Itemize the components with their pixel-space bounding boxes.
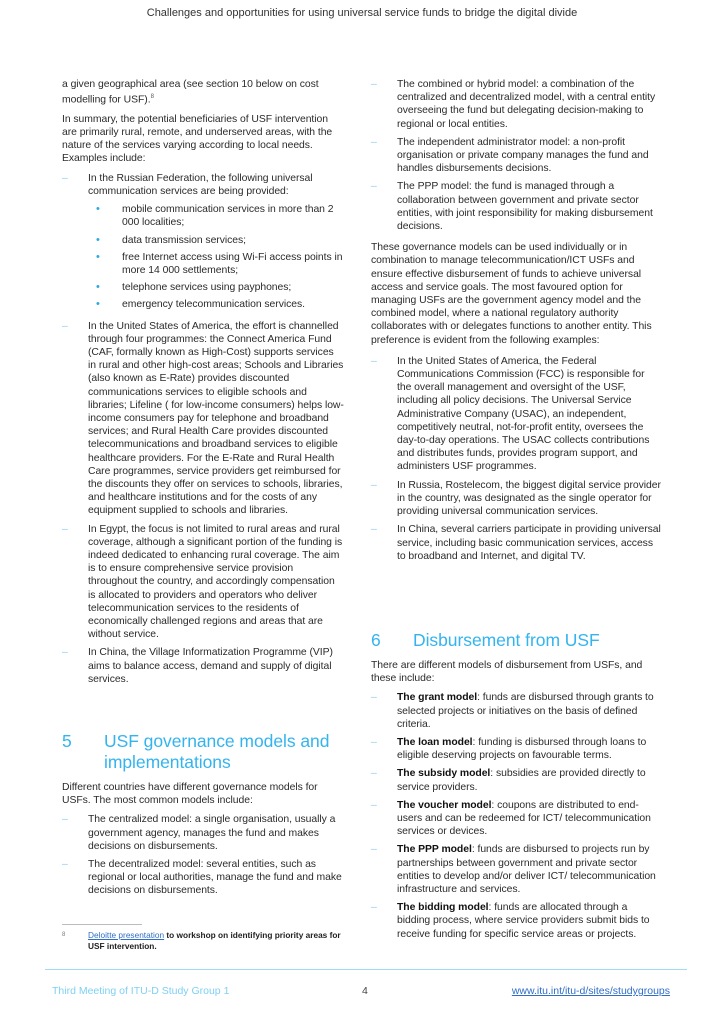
list-item [371,136,661,176]
section-5 [62,731,344,903]
list-item [371,78,661,131]
dash-bullet-icon: – [371,844,377,856]
list-item-text: In China, several carriers participate in providing universal service, including basic communication services, access to broadband and Internet, and digital TV. [397,524,661,562]
footer-meeting-title: Third Meeting of ITU-D Study Group 1 [52,985,230,997]
model-name: The PPP model [397,844,472,856]
model-description: : funds are allocated through a bidding process, where service providers submit bids to receive funding for specific service areas or projects. [397,902,650,940]
sub-item-text: emergency telecommunication services. [122,299,305,311]
dash-bullet-icon: – [371,355,377,367]
model-name: The loan model [397,737,473,749]
model-description: : subsidies are provided directly to service providers. [397,768,646,793]
section-heading [62,731,344,773]
list-item [62,646,344,686]
list-item [371,180,661,233]
page-number: 4 [362,985,368,997]
section-title: USF governance models and implementations [104,731,330,772]
dash-bullet-icon: – [62,859,68,871]
footer-divider [45,969,687,970]
footnote [62,930,342,952]
dash-bullet-icon: – [371,768,377,780]
list-item [371,736,661,762]
bullet-icon: • [96,298,100,311]
list-item-text: The centralized model: a single organisation, usually a government agency, manages the fund and makes decisions on disbursements. [88,814,336,852]
right-column [371,78,661,568]
footnote-ref[interactable]: 8 [150,94,154,101]
bullet-icon: • [96,233,100,246]
section-number: 6 [371,630,381,650]
dash-bullet-icon: – [371,479,377,491]
list-item-text: In Egypt, the focus is not limited to rural areas and rural coverage, although a significant portion of the funding is indeed dedicated to enhancing rural coverage. The aim is to ensure comprehensive service provision throughout the country, and accordingly compensation is allocated to providers and operators who deliver telecommunication services to the residents of economically challenged regions and areas that are without service. [88,523,343,641]
sub-item-text: free Internet access using Wi-Fi access points in more 14 000 settlements; [122,251,343,276]
list-item [371,901,661,941]
footnote-number: 8 [62,932,66,938]
list-item [62,813,344,853]
section-number: 5 [62,731,72,751]
list-item [62,320,344,518]
dash-bullet-icon: – [371,79,377,90]
dash-bullet-icon: – [62,523,68,535]
list-item [62,523,344,642]
paragraph: Different countries have different governance models for USFs. The most common models include: [62,782,318,807]
list-item [371,523,661,563]
list-item-text: The decentralized model: several entities, such as regional or local authorities, manage the fund and make decisions on disbursements. [88,859,342,897]
sub-list-item [88,234,344,247]
list-item-text: In China, the Village Informatization Programme (VIP) aims to balance access, demand and supply of digital services. [88,647,333,685]
list-item-text: In the Russian Federation, the following universal communication services are being provided: [88,172,313,197]
model-name: The bidding model [397,902,489,914]
section-6 [371,630,661,946]
list-item-text: The PPP model: the fund is managed through a collaboration between government and private sector entities, with joint responsibility for making disbursement decisions. [397,181,653,233]
list-item [371,355,661,474]
section-heading [371,630,661,651]
list-item-text: The independent administrator model: a non-profit organisation or private company manages the fund and handles disbursements decisions. [397,136,649,175]
dash-bullet-icon: – [371,737,377,749]
dash-bullet-icon: – [62,172,68,184]
paragraph: There are different models of disbursement from USFs, and these include: [371,660,643,685]
dash-bullet-icon: – [371,902,377,914]
dash-bullet-icon: – [62,320,68,332]
paragraph: In summary, the potential beneficiaries of USF intervention are primarily rural, remote, and underserved areas, with the nature of the services varying according to local needs. Examples include: [62,113,333,165]
footnote-divider [62,924,142,925]
sub-item-text: telephone services using payphones; [122,282,292,294]
footnote-text: to workshop on identifying priority areas for USF intervention. [88,930,341,951]
list-item [371,799,661,839]
model-name: The voucher model [397,799,492,811]
footnote-link[interactable]: Deloitte presentation [88,930,165,940]
paragraph-text: a given geographical area (see section 10 below on cost modelling for USF). [62,79,319,106]
dash-bullet-icon: – [371,181,377,193]
bullet-icon: • [96,281,100,294]
list-item [371,767,661,793]
model-name: The subsidy model [397,768,491,780]
dash-bullet-icon: – [62,814,68,826]
model-description: : coupons are distributed to end-users and can be redeemed for ICT/ telecommunication services or devices. [397,799,651,838]
footer-url-link[interactable]: www.itu.int/itu-d/sites/studygroups [511,985,670,997]
list-item-text: In Russia, Rostelecom, the biggest digital service provider in the country, was designated as the single operator for providing universal communication services. [397,479,661,518]
list-item [371,479,661,519]
dash-bullet-icon: – [371,136,377,148]
dash-bullet-icon: – [371,524,377,536]
list-item-text: In the United States of America, the Federal Communications Commission (FCC) is responsible for the overall management and oversight of the USF, including all policy decisions. The Universal Service Administrative Company (USAC), an independent, competitively neutral, not-for-profit entity, oversees the day-to-day operations. The USAC collects contributions and distributes funds, provides program support, and administers USF programmes. [397,355,650,473]
sub-list-item [88,281,344,294]
sub-item-text: mobile communication services in more than 2 000 localities; [122,204,334,229]
model-name: The grant model [397,692,478,704]
sub-item-text: data transmission services; [122,234,246,246]
bullet-icon: • [96,250,100,263]
list-item [371,691,661,731]
paragraph [62,78,344,107]
list-item-text: In the United States of America, the effort is channelled through four programmes: the Connect America Fund (CAF, formally known as High-Cost) supports services in rural and other high-cost areas; Schools and Libraries (also known as E-Rate) provides discounted communications services to eligible schools and libraries; Lifeline ( for low-income consumers) helps low-income consumers pay for telephone and broadband services; and Rural Health Care provides discounted telecommunications and broadband services to eligible healthcare providers. For the E-Rate and Rural Health Care programmes, service providers get reimbursed for the discounts they offer on services to schools, libraries, and healthcare institutions and for the costs of any equipment supplied to schools and libraries. [88,320,344,517]
bullet-icon: • [96,203,100,216]
model-description: : funds are disbursed through grants to selected projects or initiatives on the basis of defined criteria. [397,692,654,730]
dash-bullet-icon: – [371,692,377,704]
dash-bullet-icon: – [371,799,377,811]
section-title: Disbursement from USF [413,630,600,650]
sub-list-item [88,251,344,277]
model-description: : funds are disbursed to projects run by partnerships between government and private sector entities to develop and/or deliver ICT/ telecommunication infrastructure and services. [397,844,656,896]
paragraph: These governance models can be used individually or in combination to manage telecommunication/ICT USFs and ensure effective disbursement of funds to achieve universal access and service goals. The most favoured option for managing USFs are the government agency model and the combined model, where a national regulatory authority collaborates with or delegates functions to another entity. This preference is evident from the following examples: [371,242,652,346]
left-column [62,78,344,691]
list-item [62,858,344,898]
list-item [371,843,661,896]
list-item [62,172,344,198]
model-description: : funding is disbursed through loans to eligible deserving projects on favourable terms. [397,737,647,762]
sub-list-item [88,298,344,311]
running-header: Challenges and opportunities for using universal service funds to bridge the digital divide [146,7,578,19]
list-item-text: The combined or hybrid model: a combination of the centralized and decentralized model, with a central entity overseeing the fund but delegating decision-making to regional or local entities. [397,79,656,130]
sub-list-item [88,203,344,229]
dash-bullet-icon: – [62,647,68,659]
